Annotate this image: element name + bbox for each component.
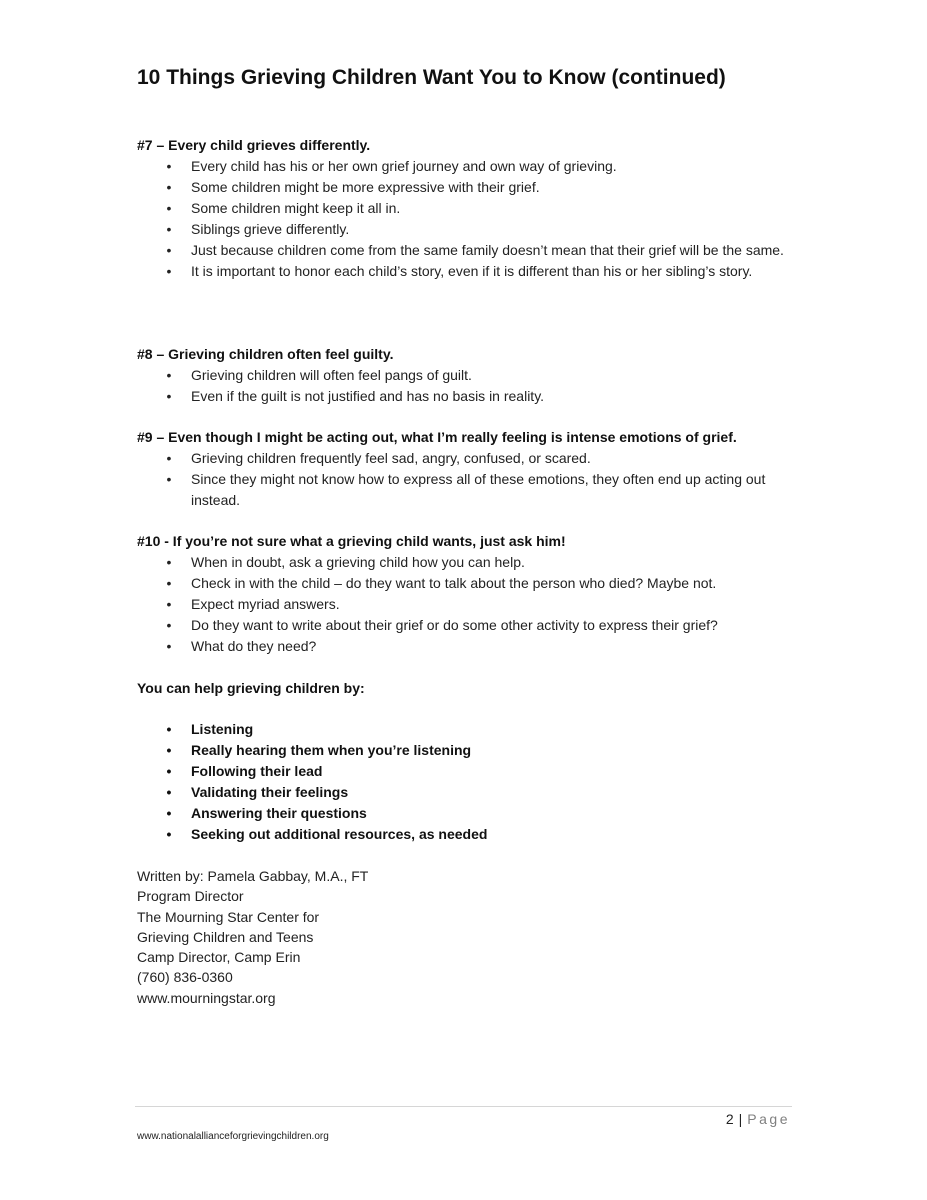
list-item: [137, 365, 797, 386]
bullet-icon: •: [166, 638, 172, 654]
list-item: [137, 177, 797, 198]
list-item: [137, 240, 797, 261]
help-heading: You can help grieving children by:: [137, 680, 365, 696]
author-website: www.mourningstar.org: [137, 989, 276, 1006]
bullet-icon: •: [166, 367, 172, 383]
bullet-list: [137, 156, 797, 282]
section-heading: #10 - If you’re not sure what a grieving child wants, just ask him!: [137, 533, 566, 549]
list-item-text: Listening: [191, 721, 254, 737]
bullet-icon: •: [166, 826, 172, 842]
help-section-heading-block: [137, 678, 797, 699]
section-7: [137, 135, 797, 282]
list-item-text: When in doubt, ask a grieving child how you can help.: [191, 554, 525, 570]
list-item: [137, 636, 797, 657]
list-item-text: Do they want to write about their grief or do some other activity to express their grief?: [191, 617, 718, 633]
list-item-text: Following their lead: [191, 763, 323, 779]
list-item: [137, 552, 797, 573]
author-byline: Written by: Pamela Gabbay, M.A., FT: [137, 868, 369, 884]
list-item: [137, 156, 797, 177]
list-item-text: Check in with the child – do they want to talk about the person who died? Maybe not.: [191, 575, 717, 591]
list-item: [137, 615, 797, 636]
section-9: [137, 427, 797, 511]
list-item: [137, 719, 797, 740]
bullet-icon: •: [166, 200, 172, 216]
list-item-text: Really hearing them when you’re listening: [191, 742, 472, 758]
bullet-icon: •: [166, 575, 172, 591]
list-item: [137, 782, 797, 803]
bullet-icon: •: [166, 471, 172, 487]
help-section: [137, 719, 797, 845]
list-item: [137, 198, 797, 219]
list-item-text: Siblings grieve differently.: [191, 221, 350, 237]
bullet-icon: •: [166, 596, 172, 612]
list-item-text: Some children might be more expressive with their grief.: [191, 179, 540, 195]
list-item-text: Even if the guilt is not justified and has no basis in reality.: [191, 388, 545, 404]
bullet-icon: •: [166, 805, 172, 821]
list-item-text: Grieving children will often feel pangs of guilt.: [191, 367, 472, 383]
list-item-text: Every child has his or her own grief journey and own way of grieving.: [191, 158, 617, 174]
bullet-icon: •: [166, 263, 172, 279]
bullet-list: [137, 719, 797, 845]
list-item: [137, 740, 797, 761]
list-item-text: Expect myriad answers.: [191, 596, 340, 612]
bullet-icon: •: [166, 784, 172, 800]
section-heading: #7 – Every child grieves differently.: [137, 137, 371, 153]
footer-url: www.nationalallianceforgrievingchildren.org: [137, 1131, 329, 1142]
author-role: Camp Director, Camp Erin: [137, 949, 301, 966]
list-item: [137, 824, 797, 845]
list-item: [137, 803, 797, 824]
page-number-separator: |: [738, 1111, 743, 1127]
list-item-text: Just because children come from the same family doesn’t mean that their grief will be the same.: [191, 242, 784, 258]
list-item: [137, 594, 797, 615]
page-number-label: Page: [747, 1111, 790, 1127]
list-item-text: Grieving children frequently feel sad, angry, confused, or scared.: [191, 450, 591, 466]
section-heading: #8 – Grieving children often feel guilty.: [137, 346, 394, 362]
bullet-icon: •: [166, 242, 172, 258]
author-organization-cont: Grieving Children and Teens: [137, 928, 314, 945]
page-number-value: 2: [725, 1111, 734, 1127]
footer-divider: [135, 1106, 792, 1107]
list-item: [137, 219, 797, 240]
bullet-list: [137, 448, 797, 511]
list-item-text: It is important to honor each child’s story, even if it is different than his or her sibling’s story.: [191, 263, 753, 279]
bullet-icon: •: [166, 158, 172, 174]
bullet-list: [137, 552, 797, 657]
list-item-text: Since they might not know how to express all of these emotions, they often end up acting out instead.: [191, 471, 766, 508]
author-phone: (760) 836-0360: [137, 969, 233, 986]
list-item-text: Answering their questions: [191, 805, 367, 821]
list-item: [137, 469, 797, 511]
list-item: [137, 261, 797, 282]
bullet-icon: •: [166, 742, 172, 758]
list-item-text: Validating their feelings: [191, 784, 349, 800]
page-number: [726, 1109, 790, 1129]
list-item: [137, 448, 797, 469]
bullet-icon: •: [166, 617, 172, 633]
bullet-icon: •: [166, 388, 172, 404]
page-title: 10 Things Grieving Children Want You to Know (continued): [137, 66, 726, 89]
list-item-text: Seeking out additional resources, as needed: [191, 826, 488, 842]
bullet-icon: •: [166, 763, 172, 779]
section-heading: #9 – Even though I might be acting out, what I’m really feeling is intense emotions of grief.: [137, 429, 737, 445]
author-organization: The Mourning Star Center for: [137, 908, 320, 925]
list-item: [137, 573, 797, 594]
list-item-text: Some children might keep it all in.: [191, 200, 401, 216]
bullet-list: [137, 365, 797, 407]
bullet-icon: •: [166, 554, 172, 570]
author-block: [137, 866, 537, 1008]
bullet-icon: •: [166, 179, 172, 195]
list-item: [137, 386, 797, 407]
bullet-icon: •: [166, 221, 172, 237]
bullet-icon: •: [166, 450, 172, 466]
author-title: Program Director: [137, 888, 244, 905]
section-8: [137, 344, 797, 407]
list-item: [137, 761, 797, 782]
bullet-icon: •: [166, 721, 172, 737]
section-10: [137, 531, 797, 657]
list-item-text: What do they need?: [191, 638, 317, 654]
